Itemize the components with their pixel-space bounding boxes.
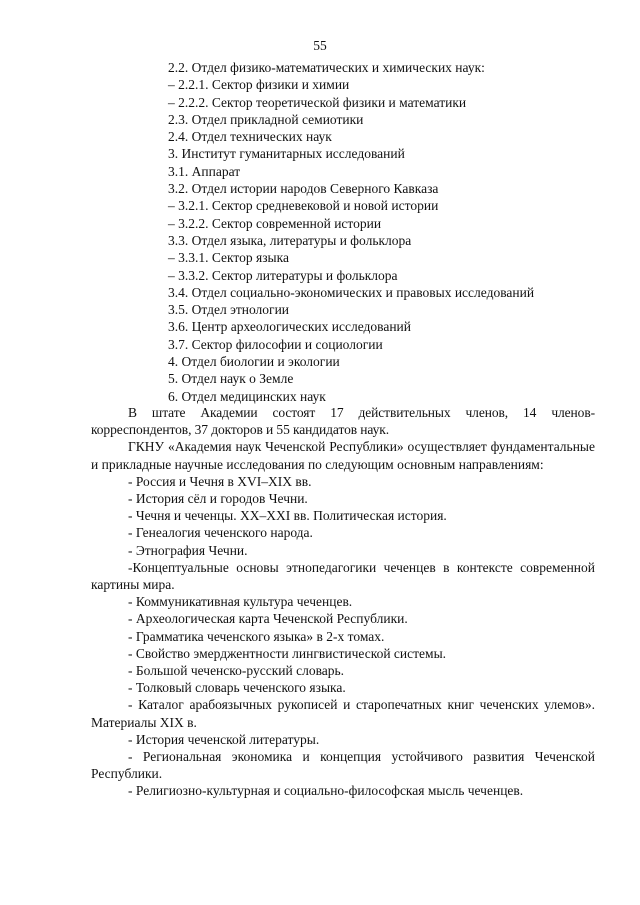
list-item: - Археологическая карта Чеченской Республики. — [128, 611, 408, 627]
body-text — [91, 404, 595, 800]
structure-item: 5. Отдел наук о Земле — [168, 371, 294, 387]
structure-item: 2.4. Отдел технических наук — [168, 129, 332, 145]
structure-item: – 2.2.2. Сектор теоретической физики и математики — [168, 94, 467, 110]
structure-item: 2.2. Отдел физико-математических и химических наук: — [168, 60, 485, 75]
structure-item: 6. Отдел медицинских наук — [168, 388, 326, 404]
list-item: - История чеченской литературы. — [128, 731, 320, 747]
list-item: - Россия и Чечня в XVI–XIX вв. — [128, 473, 312, 489]
structure-item: 4. Отдел биологии и экологии — [168, 354, 340, 370]
structure-item: 3.4. Отдел социально-экономических и правовых исследований — [168, 284, 535, 300]
structure-item: 2.3. Отдел прикладной семиотики — [168, 111, 364, 127]
list-item: - Этнография Чечни. — [128, 542, 248, 558]
page-number: 55 — [313, 38, 327, 53]
structure-item: 3.3. Отдел языка, литературы и фольклора — [168, 232, 412, 248]
list-item: - Региональная экономика и концепция устойчивого развития Чеченской Республики. — [91, 749, 595, 782]
structure-item: 3.7. Сектор философии и социологии — [168, 336, 383, 352]
list-item: - История сёл и городов Чечни. — [128, 491, 308, 507]
paragraph: ГКНУ «Академия наук Чеченской Республики» осуществляет фундаментальные и прикладные научные исследования по следующим основным направлениям: — [91, 439, 595, 472]
structure-item: 3. Институт гуманитарных исследований — [168, 146, 405, 162]
list-item: - Чечня и чеченцы. XX–XXI вв. Политическая история. — [128, 508, 447, 524]
structure-item: – 2.2.1. Сектор физики и химии — [168, 77, 350, 93]
list-item: - Толковый словарь чеченского языка. — [128, 680, 346, 696]
structure-item: 3.5. Отдел этнологии — [168, 302, 290, 318]
list-item: - Религиозно-культурная и социально-философская мысль чеченцев. — [128, 783, 524, 799]
structure-list — [168, 59, 608, 405]
structure-item: – 3.3.1. Сектор языка — [168, 250, 289, 266]
structure-item: 3.6. Центр археологических исследований — [168, 319, 412, 335]
structure-item: – 3.2.2. Сектор современной истории — [168, 215, 382, 231]
list-item: - Большой чеченско-русский словарь. — [128, 663, 345, 679]
structure-item: 3.1. Аппарат — [168, 163, 241, 179]
list-item: - Коммуникативная культура чеченцев. — [128, 594, 353, 610]
list-item: - Каталог арабоязычных рукописей и старопечатных книг чеченских улемов». Материалы XIX в. — [91, 697, 595, 730]
structure-item: 3.2. Отдел истории народов Северного Кавказа — [168, 181, 439, 197]
list-item: - Грамматика чеченского языка» в 2-х томах. — [128, 628, 385, 644]
list-item: -Концептуальные основы этнопедагогики чеченцев в контексте современной картины мира. — [91, 559, 595, 593]
list-item: - Свойство эмерджентности лингвистической системы. — [128, 645, 447, 661]
list-item: - Генеалогия чеченского народа. — [128, 525, 313, 541]
paragraph: В штате Академии состоят 17 действительных членов, 14 членов-корреспондентов, 37 докторов и 55 кандидатов наук. — [91, 405, 595, 438]
structure-item: – 3.2.1. Сектор средневековой и новой истории — [168, 198, 439, 214]
structure-item: – 3.3.2. Сектор литературы и фольклора — [168, 267, 398, 283]
